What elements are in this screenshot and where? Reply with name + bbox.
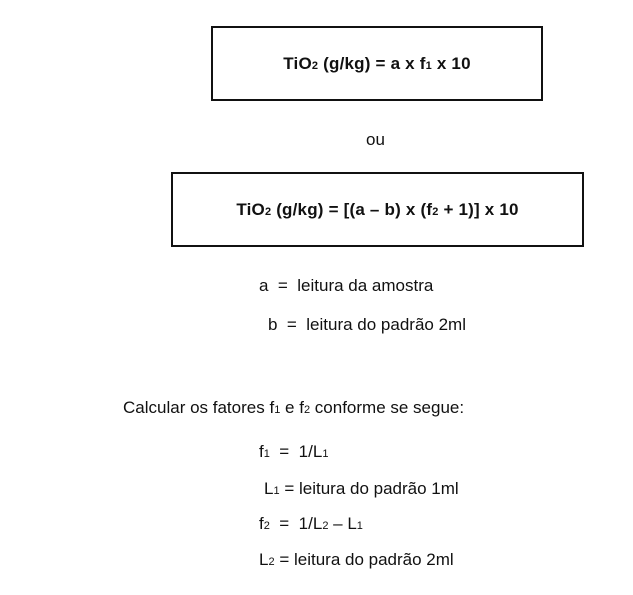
- factor-f2-eq: = 1/L: [269, 514, 323, 533]
- factor-f2-var: f: [259, 514, 264, 533]
- factor-l2: [259, 550, 454, 570]
- definition-a: a = leitura da amostra: [259, 276, 434, 295]
- formula-simple: [283, 54, 470, 74]
- instruction-mid: e f: [280, 398, 304, 417]
- factor-f1-var-sub: 1: [263, 448, 270, 460]
- formula-corrected-sub-2: 2: [264, 205, 272, 218]
- formula-corrected: [236, 200, 518, 220]
- instruction-sub-2: 2: [303, 404, 311, 416]
- factor-l2-var-sub: 2: [268, 556, 275, 568]
- instruction-after: conforme se segue:: [310, 398, 465, 417]
- formula-corrected-sub-f2: 2: [432, 205, 439, 218]
- factor-l1-eq: = leitura do padrão 1ml: [279, 479, 459, 498]
- formula-simple-mid: (g/kg) = a x f: [318, 53, 426, 73]
- factor-f1: [259, 442, 328, 462]
- factor-l2-eq: = leitura do padrão 2ml: [274, 550, 454, 569]
- factor-l1: [264, 479, 459, 499]
- formula-corrected-tio: TiO: [236, 199, 265, 219]
- definition-b: b = leitura do padrão 2ml: [268, 315, 466, 334]
- factor-f1-eq-sub: 1: [322, 448, 329, 460]
- factor-f1-var: f: [259, 442, 264, 461]
- factor-f2-eq-sub: 2: [322, 520, 329, 532]
- formula-corrected-mid: (g/kg) = [(a – b) x (f: [271, 199, 433, 219]
- instruction-sub-1: 1: [274, 404, 281, 416]
- formula-simple-tio: TiO: [283, 53, 312, 73]
- formula-simple-sub-f1: 1: [425, 59, 432, 72]
- factor-f2-var-sub: 2: [263, 520, 270, 532]
- formula-box-simple: [211, 26, 543, 101]
- factor-f1-eq: = 1/L: [269, 442, 323, 461]
- factor-f2-tail: – L: [328, 514, 357, 533]
- instruction-text: [123, 398, 464, 418]
- or-label: ou: [366, 130, 385, 149]
- factor-l2-var: L: [259, 550, 269, 569]
- formula-simple-sub-2: 2: [311, 59, 319, 72]
- factor-l1-var-sub: 1: [273, 485, 280, 497]
- factor-f2: [259, 514, 363, 534]
- instruction-before: Calcular os fatores f: [123, 398, 275, 417]
- formula-box-corrected: [171, 172, 584, 247]
- factor-l1-var: L: [264, 479, 274, 498]
- formula-corrected-end: + 1)] x 10: [438, 199, 519, 219]
- formula-simple-end: x 10: [431, 53, 471, 73]
- factor-f2-tail-sub: 1: [356, 520, 363, 532]
